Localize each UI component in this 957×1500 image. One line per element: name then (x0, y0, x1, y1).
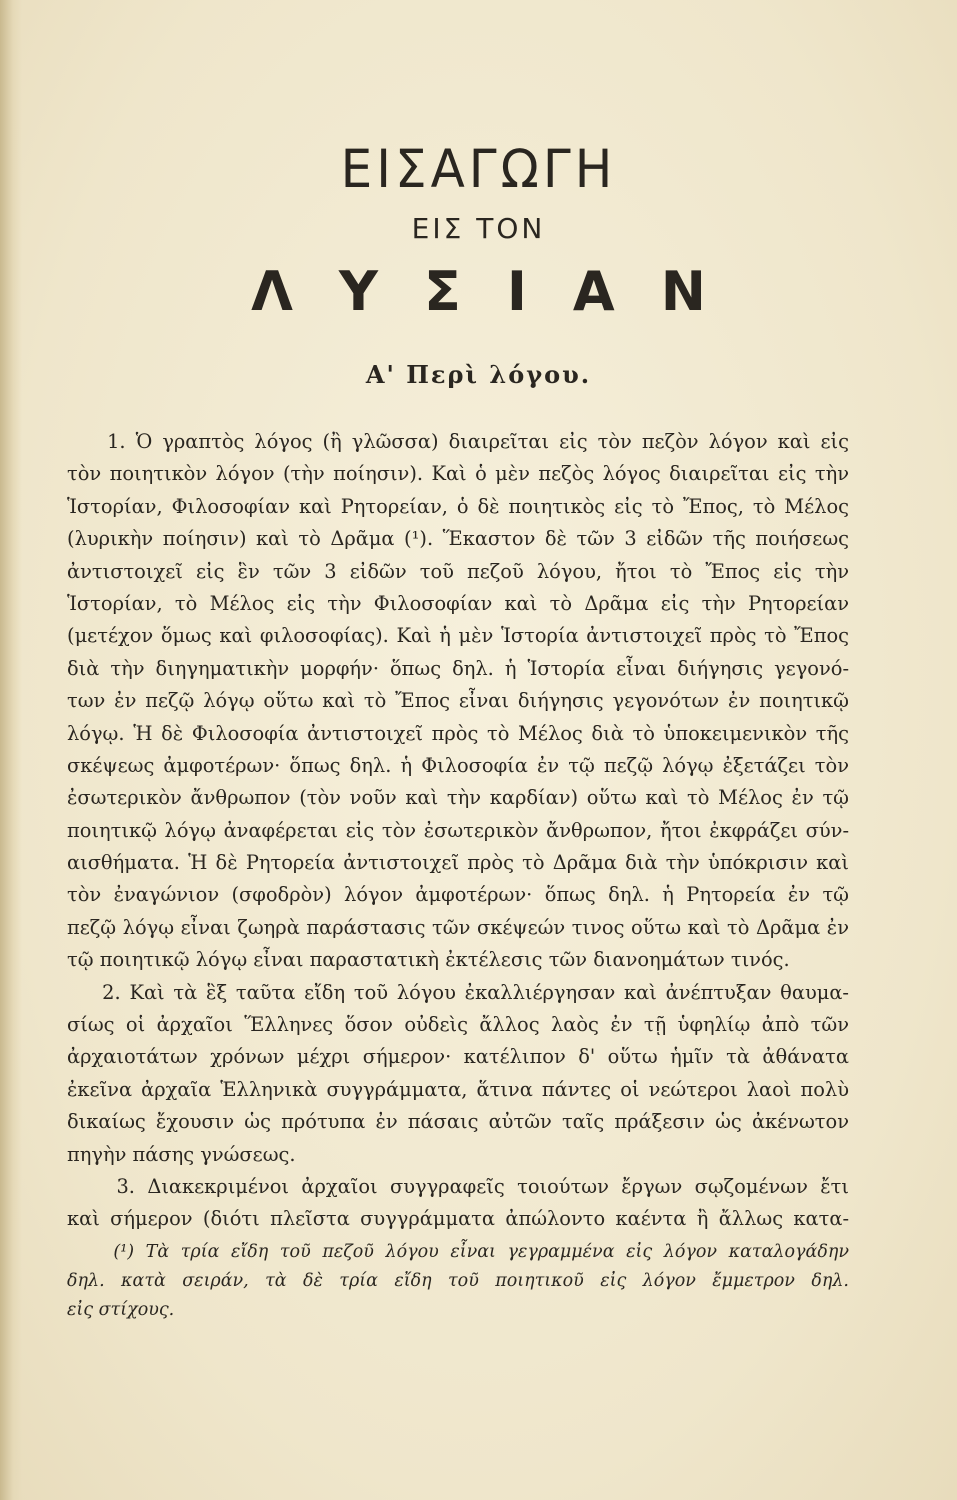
text-line: Ἱστορίαν, τὸ Μέλος εἰς τὴν Φιλοσοφίαν καὶ τὸ Δρᾶμα εἰς τὴν Ρητορείαν (67, 591, 849, 615)
text-line: ἀρχαιοτάτων χρόνων μέχρι σήμερον· κατέλιπον δ' οὕτω ἡμῖν τὰ ἀθάνατα (67, 1045, 849, 1069)
footnote (67, 1238, 849, 1325)
text-line: τὸν ποιητικὸν λόγον (τὴν ποίησιν). Καὶ ὁ μὲν πεζὸς λόγος διαιρεῖται εἰς τὴν (67, 462, 849, 486)
footnote-line: δηλ. κατὰ σειράν, τὰ δὲ τρία εἴδη τοῦ ποιητικοῦ εἰς λόγον ἔμμετρον δηλ. (67, 1271, 849, 1291)
footnote-line: εἰς στίχους. (67, 1300, 175, 1320)
text-line: ποιητικῷ λόγῳ ἀναφέρεται εἰς τὸν ἐσωτερικὸν ἄνθρωπον, ἤτοι ἐκφράζει σύν- (67, 818, 849, 842)
sub-title: ΕΙΣ ΤΟΝ (411, 212, 546, 245)
text-line: πεζῷ λόγῳ εἶναι ζωηρὰ παράστασις τῶν σκέψεών τινος οὕτω καὶ τὸ Δρᾶμα ἐν (67, 915, 849, 939)
text-line: 1. Ὁ γραπτὸς λόγος (ἢ γλῶσσα) διαιρεῖται εἰς τὸν πεζὸν λόγον καὶ εἰς (67, 430, 849, 453)
text-line: Ἱστορίαν, Φιλοσοφίαν καὶ Ρητορείαν, ὁ δὲ ποιητικὸς εἰς τὸ Ἔπος, τὸ Μέλος (67, 494, 849, 518)
section-title: Α' Περὶ λόγου. (365, 360, 592, 389)
body-text (67, 426, 849, 1236)
text-line: σίως οἱ ἀρχαῖοι Ἕλληνες ὅσον οὐδεὶς ἄλλος λαὸς ἐν τῇ ὑφηλίῳ ἀπὸ τῶν (67, 1013, 849, 1037)
text-line: 3. Διακεκριμένοι ἀρχαῖοι συγγραφεῖς τοιούτων ἔργων σῳζομένων ἔτι (67, 1174, 849, 1198)
text-line: αισθήματα. Ἡ δὲ Ρητορεία ἀντιστοιχεῖ πρὸς τὸ Δρᾶμα διὰ τὴν ὑπόκρισιν καὶ (67, 851, 849, 875)
text-line: (μετέχον ὅμως καὶ φιλοσοφίας). Καὶ ἡ μὲν Ἱστορία ἀντιστοιχεῖ πρὸς τὸ Ἔπος (67, 624, 849, 648)
text-line: λόγῳ. Ἡ δὲ Φιλοσοφία ἀντιστοιχεῖ πρὸς τὸ Μέλος διὰ τὸ ὑποκειμενικὸν τῆς (67, 721, 849, 745)
name-title: ΛΥΣΙΑΝ (251, 260, 752, 323)
main-title: ΕΙΣΑΓΩΓΗ (340, 138, 617, 200)
text-line: ἐκεῖνα ἀρχαῖα Ἑλληνικὰ συγγράμματα, ἅτινα πάντες οἱ νεώτεροι λαοὶ πολὺ (67, 1077, 849, 1101)
text-line: τὸν ἐναγώνιον (σφοδρὸν) λόγον ἀμφοτέρων· ὅπως δηλ. ἡ Ρητορεία ἐν τῷ (67, 883, 849, 907)
text-line: ἐσωτερικὸν ἄνθρωπον (τὸν νοῦν καὶ τὴν καρδίαν) οὕτω καὶ τὸ Μέλος ἐν τῷ (67, 786, 849, 810)
text-line: ἀντιστοιχεῖ εἰς ἓν τῶν 3 εἰδῶν τοῦ πεζοῦ λόγου, ἤτοι τὸ Ἔπος εἰς τὴν (67, 559, 849, 583)
text-line: (λυρικὴν ποίησιν) καὶ τὸ Δρᾶμα (¹). Ἕκαστον δὲ τῶν 3 εἰδῶν τῆς ποιήσεως (67, 527, 849, 551)
text-line: των ἐν πεζῷ λόγῳ οὕτω καὶ τὸ Ἔπος εἶναι διήγησις γεγονότων ἐν ποιητικῷ (67, 689, 849, 713)
footnote-line: (¹) Τὰ τρία εἴδη τοῦ πεζοῦ λόγου εἶναι γεγραμμένα εἰς λόγον καταλογάδην (67, 1242, 849, 1262)
text-line: καὶ σήμερον (διότι πλεῖστα συγγράμματα ἀπώλοντο καέντα ἢ ἄλλως κατα- (67, 1207, 849, 1231)
text-line: διὰ τὴν διηγηματικὴν μορφήν· ὅπως δηλ. ἡ Ἱστορία εἶναι διήγησις γεγονό- (67, 656, 849, 680)
text-line: τῷ ποιητικῷ λόγῳ εἶναι παραστατικὴ ἐκτέλεσις τῶν διανοημάτων τινός. (67, 948, 790, 972)
text-line: 2. Καὶ τὰ ἓξ ταῦτα εἴδη τοῦ λόγου ἐκαλλιέργησαν καὶ ἀνέπτυξαν θαυμα- (67, 980, 849, 1004)
text-line: σκέψεως ἀμφοτέρων· ὅπως δηλ. ἡ Φιλοσοφία ἐν τῷ πεζῷ λόγῳ ἐξετάζει τὸν (67, 753, 849, 777)
text-line: πηγὴν πάσης γνώσεως. (67, 1142, 296, 1166)
text-line: δικαίως ἔχουσιν ὡς πρότυπα ἐν πάσαις αὐτῶν ταῖς πράξεσιν ὡς ἀκένωτον (67, 1110, 849, 1134)
